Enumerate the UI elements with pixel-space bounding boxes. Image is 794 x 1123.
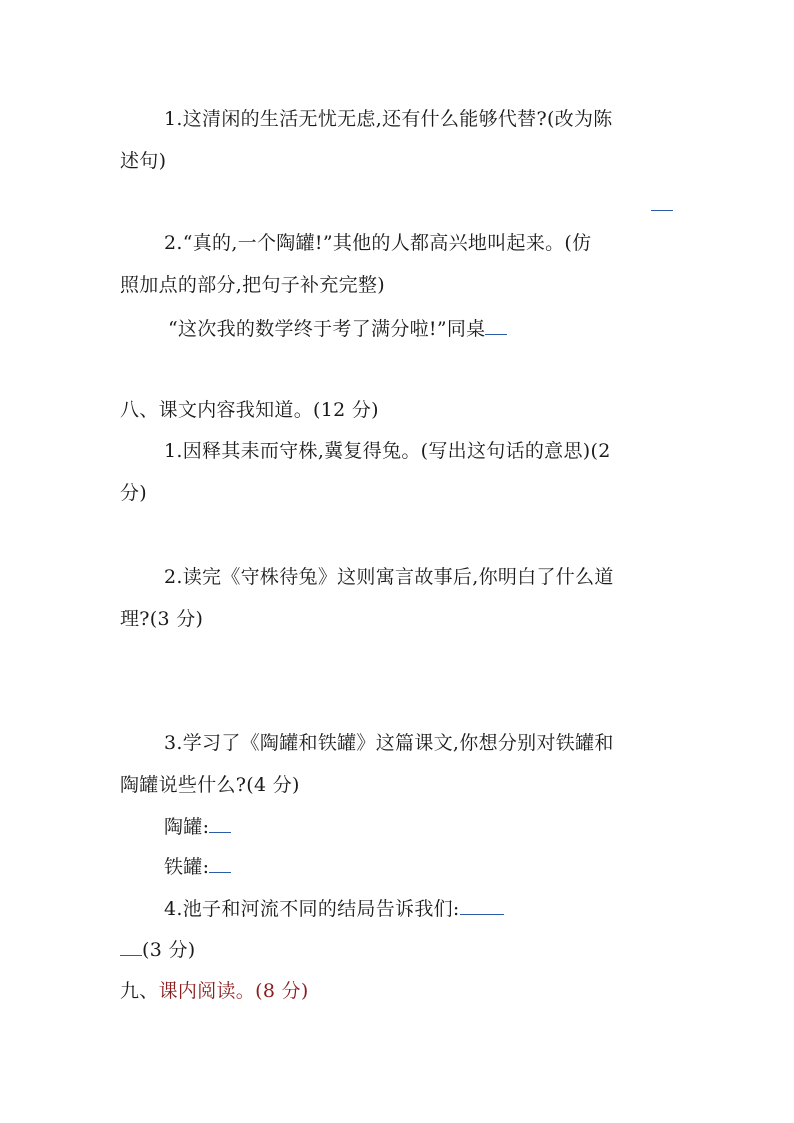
question-8-4-row-cont: [120, 937, 195, 963]
section-9-heading: [120, 978, 309, 1004]
question-8-4-score: (3 分): [142, 939, 196, 961]
tieguan-label: 铁罐:: [164, 856, 210, 878]
question-8-3-text-cont: 陶罐说些什么?(4 分): [120, 774, 300, 796]
answer-blank-8-4-cont[interactable]: [120, 937, 142, 956]
taoguan-answer-row: [164, 814, 231, 840]
question-8-2-text: 2.读完《守株待兔》这则寓言故事后,你明白了什么道: [164, 566, 614, 588]
question-7-1-text: 1.这清闲的生活无忧无虑,还有什么能够代替?(改为陈: [164, 108, 613, 130]
question-8-1-text: 1.因释其耒而守株,冀复得兔。(写出这句话的意思)(2: [164, 440, 611, 462]
answer-blank-7-1[interactable]: [651, 192, 673, 211]
question-8-3-text: 3.学习了《陶罐和铁罐》这篇课文,你想分别对铁罐和: [164, 732, 614, 754]
section-8-heading: 八、课文内容我知道。(12 分): [120, 399, 379, 421]
question-8-4-row: [164, 896, 504, 922]
answer-blank-taoguan[interactable]: [209, 814, 231, 833]
taoguan-label: 陶罐:: [164, 816, 210, 838]
question-7-2-prompt-text: “这次我的数学终于考了满分啦!”同桌: [168, 318, 486, 340]
question-7-2-text: 2.“真的,一个陶罐!”其他的人都高兴地叫起来。(仿: [164, 232, 592, 254]
answer-blank-tieguan[interactable]: [209, 854, 231, 873]
question-8-2-text-cont: 理?(3 分): [120, 608, 204, 630]
answer-blank-8-4[interactable]: [460, 896, 504, 915]
section-9-heading-prefix: 九、: [120, 980, 159, 1002]
question-7-2-text-cont: 照加点的部分,把句子补充完整): [120, 274, 385, 296]
answer-blank-7-2[interactable]: [485, 316, 507, 335]
question-7-2-prompt: [168, 316, 507, 342]
question-7-1-text-cont: 述句): [120, 150, 167, 172]
section-9-heading-main: 课内阅读。(8 分): [158, 980, 309, 1002]
tieguan-answer-row: [164, 854, 231, 880]
question-8-1-text-cont: 分): [120, 482, 148, 504]
question-8-4-text: 4.池子和河流不同的结局告诉我们:: [164, 898, 460, 920]
